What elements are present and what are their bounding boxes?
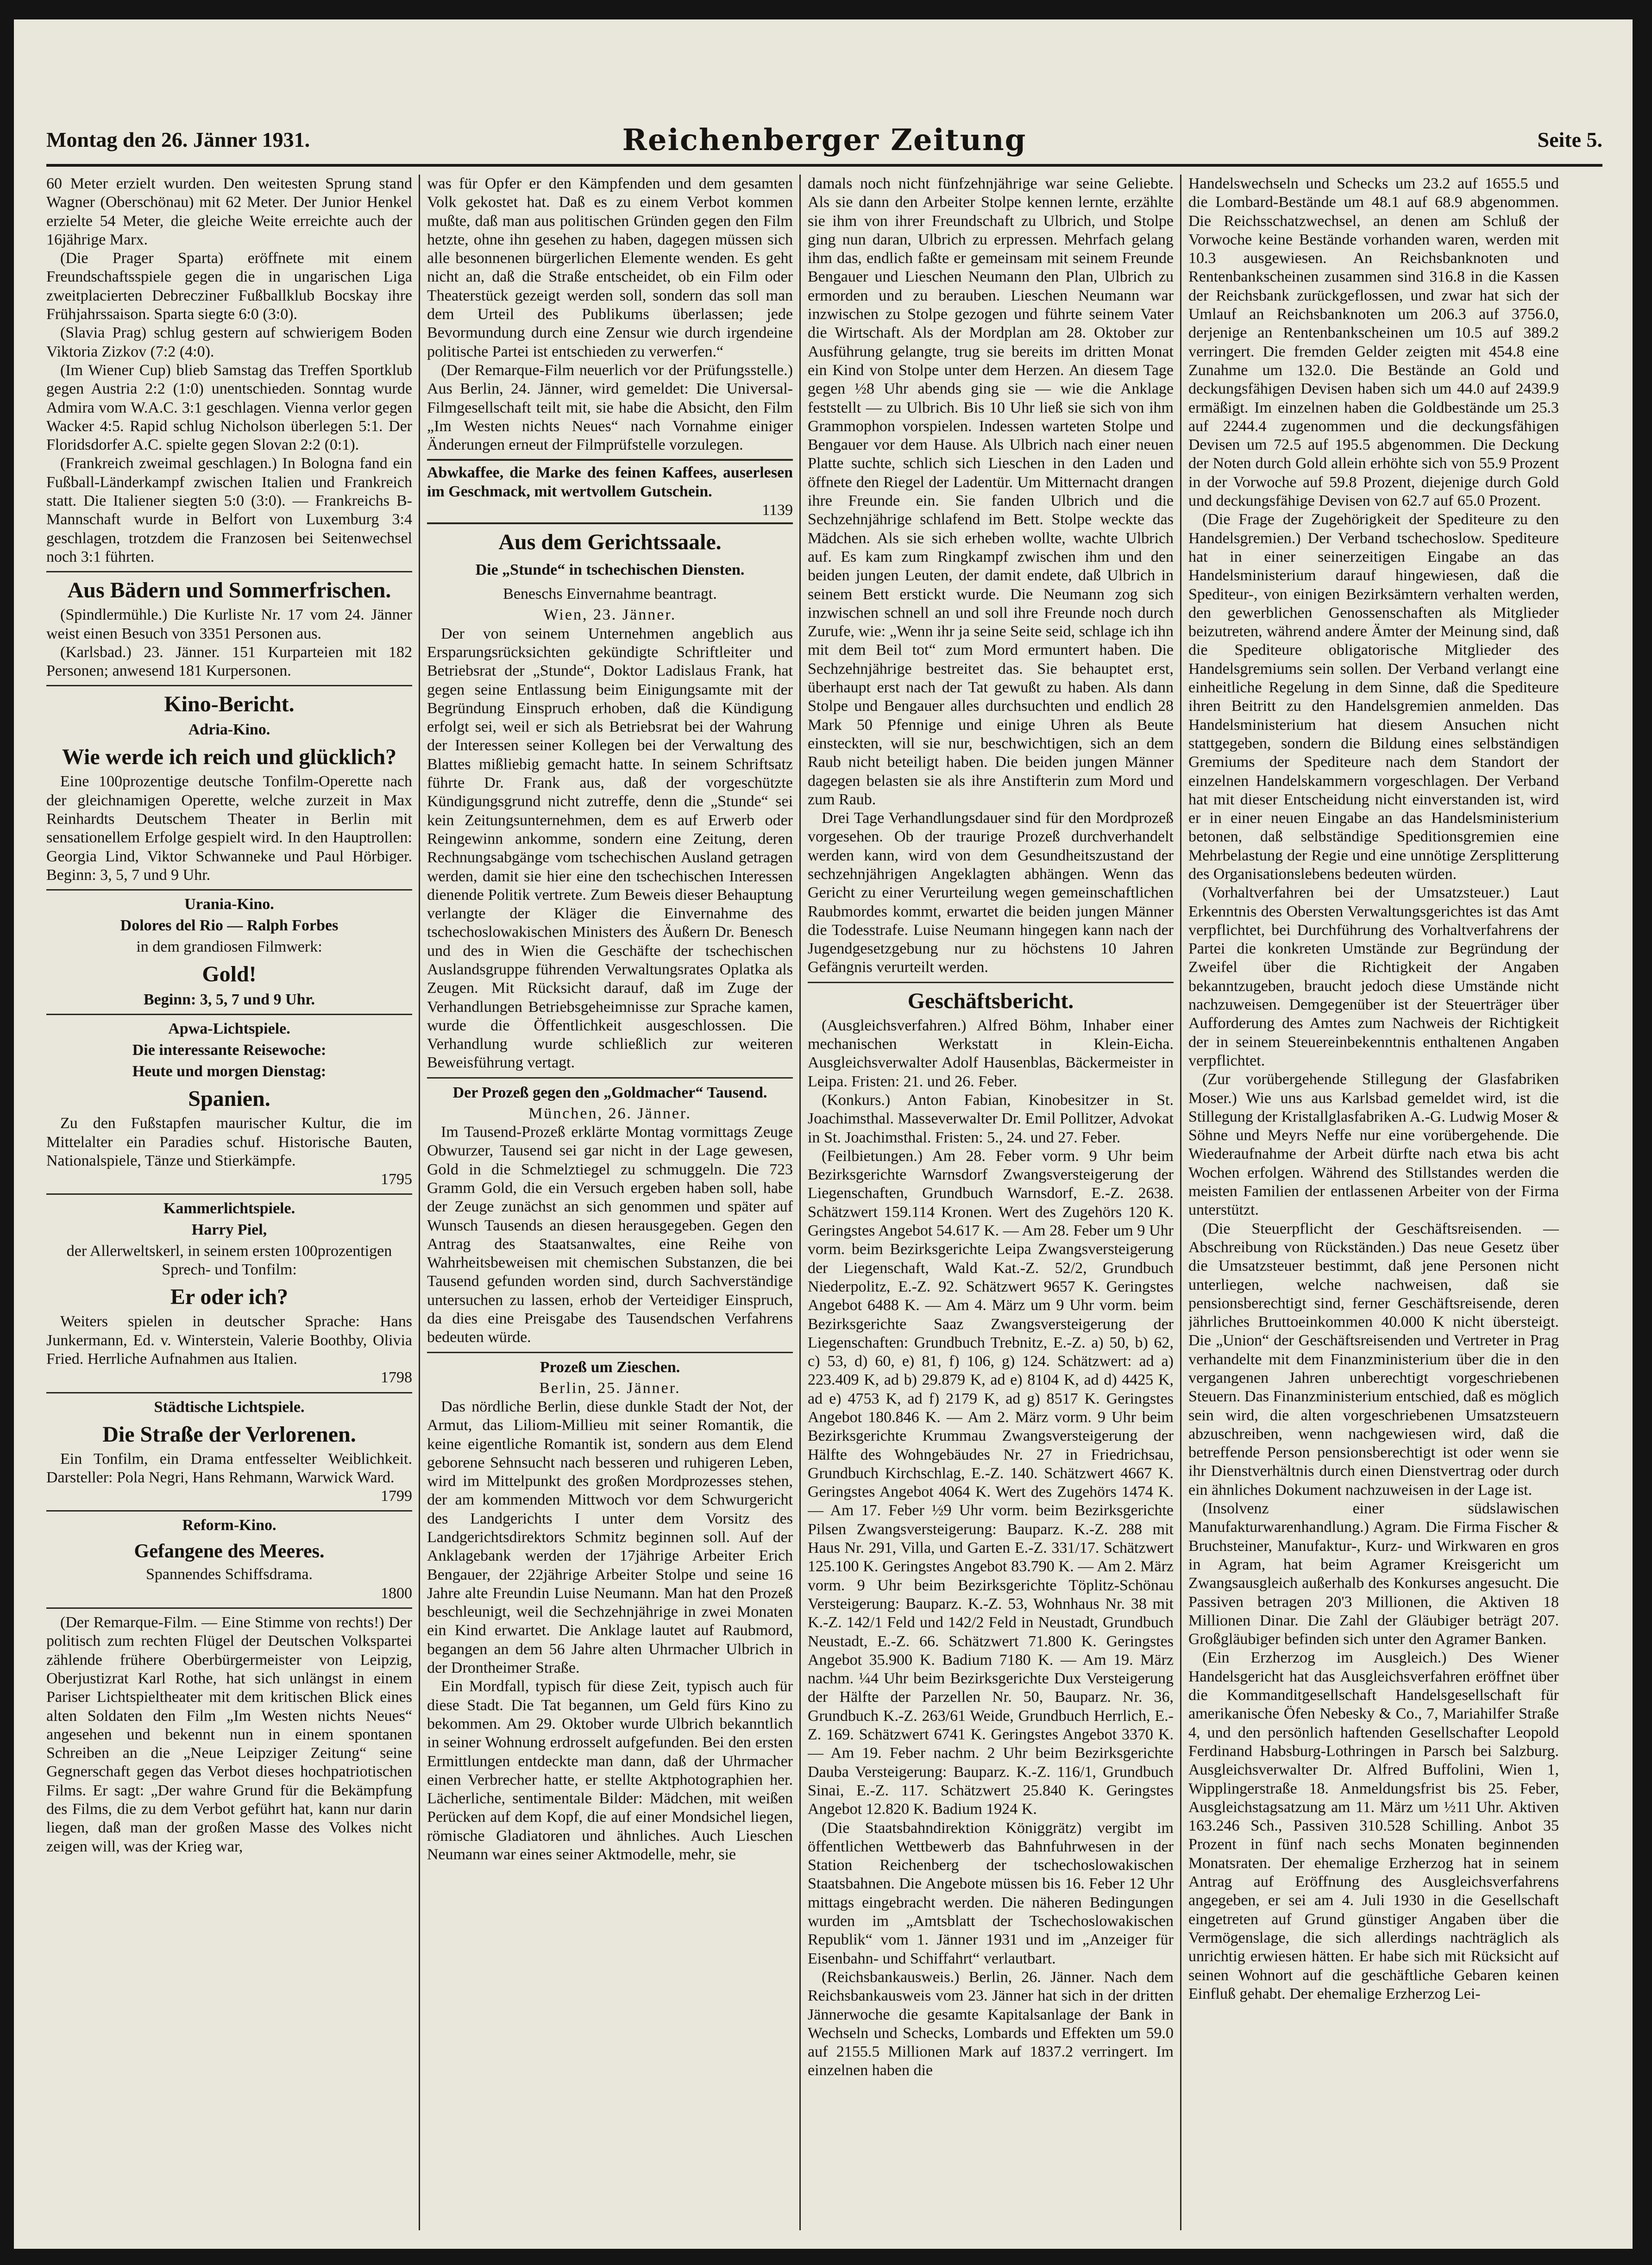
section-rule [46,1392,412,1393]
article-paragraph: (Vorhaltverfahren bei der Umsatzsteuer.) Laut Erkenntnis des Obersten Verwaltungsgerichtes ist das Amt verpflichtet, bei Durchführung des Vorhaltverfahrens der Partei die konkreten Umstände zur Begründung der Zweifel über die Richtigkeit der Angaben bekanntzugeben, braucht jedoch diese Umstände nicht nachzuweisen. Demgegenüber ist der Steuerträger über Aufforderung des Amtes zum Nachweis der Richtigkeit der in seinem Steuereinbekenntnis enthaltenen Angaben verpflichtet. [1188,884,1559,1069]
header-rule [46,164,1602,167]
cinema-name: Kammerlichtspiele. [163,1200,295,1217]
advertisement [427,459,793,524]
film-title: Wie werde ich reich und glücklich? [62,745,397,770]
film-note: Heute und morgen Dienstag: [132,1063,327,1080]
film-note: Spannendes Schiffsdrama. [145,1566,313,1583]
article-paragraph: (Ausgleichsverfahren.) Alfred Böhm, Inhaber einer mechanischen Werkstatt in Klein-Eicha. Ausgleichsverwalter Adolf Hausenblas, Bäckermeister in Leipa. Fristen: 21. und 26. Feber. [808,1016,1174,1090]
film-title: Die Straße der Verlorenen. [102,1422,356,1447]
article-paragraph: (Die Steuerpflicht der Geschäftsreisenden. — Abschreibung von Rückständen.) Das neue Gesetz über die Umsatzsteuer bestimmt, daß jene Personen nicht unterliegen, welche nachweisen, daß sie pensionsberechtigt sind, ferner Geschäftsreisende, deren jährliches Bruttoeinkommen 40.000 K nicht übersteigt. Die „Union“ der Geschäftsreisenden und Vertreter in Prag verhandelte mit dem Finanzministerium über die in den vergangenen Jahren unberechtigt vorgeschriebenen Steuern. Das Finanzministerium entschied, daß es möglich sein wird, die alten vorgeschriebenen Umsatzsteuern abzuschreiben, wenn nachgewiesen wird, daß die betreffende Person pensionsberechtigt ist oder wenn sie ihr Dienstverhältnis durch einen Dienstvertrag oder durch ein ähnliches Dokument nachzuweisen in der Lage ist. [1188,1220,1559,1499]
article-paragraph: (Feilbietungen.) Am 28. Feber vorm. 9 Uhr beim Bezirksgerichte Warnsdorf Zwangsversteigerung der Liegenschaften, Grundbuch Warnsdorf, E.-Z. 2638. Schätzwert 159.114 Kronen. Wert des Zugehörs 120 K. Geringstes Angebot 54.617 K. — Am 28. Feber um 9 Uhr vorm. beim Bezirksgerichte Leipa Zwangsversteigerung der Liegenschaft, Wald Kat.-Z. 52/2, Grundbuch Niederpolitz, E.-Z. 92. Schätzwert 9657 K. Geringstes Angebot 6488 K. — Am 4. März um 9 Uhr vorm. beim Bezirksgerichte Saaz Zwangsversteigerung der Liegenschaften: Grundbuch Trebnitz, E.-Z. a) 50, b) 62, c) 53, d) 60, e) 81, f) 106, g) 124. Schätzwert: ad a) 223.409 K, ad b) 29.879 K, ad e) 8104 K, ad d) 4425 K, ad e) 4753 K, ad f) 2179 K, ad g) 8517 K. Geringstes Angebot 180.846 K. — Am 2. März vorm. 9 Uhr beim Bezirksgerichte Krummau Zwangsversteigerung der Hälfte des Wohngebäudes Nr. 27 in Friedrichsau, Grundbuch Kirchschlag, E.-Z. 140. Schätzwert 4667 K. Geringstes Angebot 4064 K. Wert des Zugehörs 1474 K. — Am 17. Feber ½9 Uhr vorm. beim Bezirksgerichte Pilsen Zwangsversteigerung: Bauparz. K.-Z. 288 mit Haus Nr. 291, Villa, und Garten E.-Z. 331/17. Schätzwert 125.100 K. Geringstes Angebot 83.790 K. — Am 2. März vorm. 9 Uhr beim Bezirksgerichte Töplitz-Schönau Versteigerung: Bauparz. K.-Z. 53, Wohnhaus Nr. 38 mit K.-Z. 142/1 Feld und 142/2 Feld in Neustadt, Grundbuch Neustadt, E.-Z. 66. Schätzwert 71.800 K. Geringstes Angebot 35.900 K. Badium 7180 K. — Am 19. März nachm. ¼4 Uhr beim Bezirksgerichte Dux Versteigerung der Hälfte der Parzellen Nr. 50, Bauparz. Nr. 36, Grundbuch K.-Z. 263/61 Weide, Grundbuch Herrlich, E.-Z. 169. Schätzwert 6741 K. Geringstes Angebot 3370 K. — Am 19. Feber nachm. 2 Uhr beim Bezirksgerichte Dauba Versteigerung: Bauparz. K.-Z. 116/1, Grundbuch Sinai, E.-Z. 117. Schätzwert 25.840 K. Geringstes Angebot 12.820 K. Badium 1924 K. [808,1147,1174,1818]
section-rule [427,1352,793,1353]
article-paragraph: Drei Tage Verhandlungsdauer sind für den Mordprozeß vorgesehen. Ob der traurige Prozeß durchverhandelt werden kann, wird von dem Gesundheitszustand der sechzehnjährigen Angeklagten abhängen. Wenn das Gericht zu einer Verurteilung wegen gemeinschaftlichen Raubmordes kommt, erwartet die beiden jungen Männer die Todesstrafe. Luise Neumann hingegen kann nach der Jugendgesetzgebung nur zu höchstens 10 Jahren Gefängnis verurteilt werden. [808,809,1174,976]
page-number: Seite 5. [1537,128,1602,151]
article-paragraph: (Ein Erzherzog im Ausgleich.) Des Wiener Handelsgericht hat das Ausgleichsverfahren eröffnet über die Kommanditgesellschaft Handelsgesellschaft für amerikanische Öfen Nebesky & Co., 7, Mariahilfer Straße 4, und den persönlich haftenden Gesellschafter Leopold Ferdinand Habsburg-Lothringen in Parsch bei Salzburg. Ausgleichsverwalter Dr. Alfred Buffolini, Wien 1, Wipplingerstraße 18. Anmeldungsfrist bis 25. Feber, Ausgleichstagsatzung am 11. März um ½11 Uhr. Aktiven 163.246 Sch., Passiven 310.528 Schilling. Anbot 35 Prozent in fünf nach sechs Monaten beginnenden Monatsraten. Der ehemalige Erzherzog hat in seinem Antrag auf Eröffnung des Ausgleichsverfahrens angegeben, er sei am 4. Juli 1930 in die Gesellschaft eingetreten auf Grund günstiger Angaben über die Vermögenslage, die sich allerdings nachträglich als unrichtig erwiesen hätten. Er habe sich mit Rücksicht auf seinen Wohnort auf die geschäftliche Gebaren keinen Einfluß gehabt. Der ehemalige Erzherzog Lei- [1188,1649,1559,2002]
article-headline: Der Prozeß gegen den „Goldmacher“ Tausend. [452,1084,767,1101]
article-headline: Prozeß um Zieschen. [540,1358,680,1376]
article-paragraph: (Zur vorübergehende Stillegung der Glasfabriken Moser.) Wie uns aus Karlsbad gemeldet wird, ist die Stillegung der Kristallglasfabriken A.-G. Ludwig Moser & Söhne und Meyrs Neffe nur eine vorübergehende. Die Wiederaufnahme der Arbeit dürfte nach etwa bis acht Wochen erfolgen. Während des Stillstandes werden die meisten Familien der entlassenen Arbeiter von der Firma unterstützt. [1188,1071,1559,1219]
article-paragraph: (Reichsbankausweis.) Berlin, 26. Jänner. Nach dem Reichsbankausweis vom 23. Jänner hat sich in der dritten Jännerwoche die gesamte Kapitalsanlage der Bank in Wechseln und Schecks, Lombards und Effekten um 59.0 auf 2155.5 Millionen Mark auf 1837.2 verringert. Im einzelnen haben die [808,1968,1174,2079]
newspaper-title: Reichenberger Zeitung [622,123,1027,157]
article-paragraph: was für Opfer er den Kämpfenden und dem gesamten Volk gekostet hat. Daß es zu einem Verbot kommen mußte, daß man aus politischen Gründen gegen den Film hetzte, ohne ihn gesehen zu haben, dagegen müssen sich alle besonnenen bürgerlichen Elemente wenden. Es geht nicht an, daß die Straße entscheidet, ob ein Film oder Theaterstück gezeigt werden soll, sondern das soll man dem Urteil des Publikums überlassen; jede Bevormundung durch eine Zensur wie durch irgendeine politische Partei ist entschieden zu verwerfen.“ [427,175,793,360]
film-title: Gold! [202,962,257,987]
article-paragraph: Im Tausend-Prozeß erklärte Montag vormittags Zeuge Obwurzer, Tausend sei gar nicht in der Lage gewesen, Gold in die Schmelztiegel zu schmuggeln. Die 723 Gramm Gold, die ein Versuch ergeben haben soll, habe der Zeuge zunächst an sich genommen und später auf Wunsch Tausends an diesen herausgegeben. Gegen den Antrag des Staatsanwaltes, eine Reihe von Wahrheitsbeweisen mit chemischen Substanzen, die bei Tausend gefunden worden sind, durch Sachverständige untersuchen zu lassen, erhob der Verteidiger Einspruch, da dies eine Preisgabe des Tausendschen Verfahrens bedeuten würde. [427,1123,793,1346]
section-heading: Geschäftsbericht. [907,988,1074,1013]
article-paragraph: (Karlsbad.) 23. Jänner. 151 Kurparteien mit 182 Personen; anwesend 181 Kurpersonen. [46,643,412,680]
ad-number: 1798 [381,1369,412,1387]
cinema-name: Reform-Kino. [182,1517,276,1534]
article-paragraph: (Der Remarque-Film. — Eine Stimme von rechts!) Der politisch zum rechten Flügel der Deutschen Volkspartei zählende frühere Oberbürgermeister von Leipzig, Oberjustizrat Karl Rothe, hat sich unlängst in einem Pariser Lichtspieltheater mit dem kritischen Blick eines alten Soldaten den Film „Im Westen nichts Neues“ angesehen und bekennt nun in einem spontanen Schreiben an die „Neue Leipziger Zeitung“ seine Gegnerschaft gegen das Verbot dieses hochpatriotischen Films. Er sagt: „Der wahre Grund für die Bekämpfung des Films, die zu dem Verbot geführt hat, kann nur darin liegen, daß man der großen Masse des Volkes nicht zeigen will, was der Krieg war, [46,1614,412,1855]
article-paragraph: (Der Remarque-Film neuerlich vor der Prüfungsstelle.) Aus Berlin, 24. Jänner, wird gemeldet: Die Universal-Filmgesellschaft teilt mit, sie habe die Absicht, den Film „Im Westen nichts Neues“ nach Vornahme einiger Änderungen erneut der Filmprüfstelle vorzulegen. [427,361,793,454]
showtimes: Beginn: 3, 5, 7 und 9 Uhr. [143,991,315,1009]
article-paragraph: Der von seinem Unternehmen angeblich aus Ersparungsrücksichten gekündigte Schriftleiter und Betriebsrat der „Stunde“, Doktor Ladislaus Frank, hat gegen seine Entlassung beim Einigungsamte mit der Begründung Einspruch erhoben, daß die Kündigung erfolgt sei, weil er sich als Betriebsrat bei der Wahrung der Interessen seiner Kollegen bei der Verwaltung des Blattes mißliebig gemacht hatte. In seinem Schriftsatz führte Dr. Frank aus, daß der vorgeschützte Kündigungsgrund nicht zutreffe, denn die „Stunde“ sei kein Zeitungsunternehmen, dem es auf Erwerb oder Reingewinn ankomme, sondern eine Zeitung, deren Rechnungsabgänge vom tschechischen Ausland getragen werden, damit sie hier eine den tschechischen Interessen dienende Politik vertrete. Zum Beweis dieser Behauptung verlangte der Kläger die Einvernahme des tschechoslowakischen Ministers des Äußern Dr. Benesch und des in Wien die Geschäfte der tschechischen Auslandsgruppe führenden Verwaltungsrates Oplatka als Zeugen. Mit Rücksicht darauf, daß im Zuge der Verhandlungen Betriebsgeheimnisse zur Sprache kamen, wurde die Öffentlichkeit ausgeschlossen. Die Verhandlung wurde schließlich zur weiteren Beweisführung vertagt. [427,625,793,1072]
ad-number: 1799 [381,1487,412,1505]
cinema-name: Urania-Kino. [184,896,274,913]
film-title: Gefangene des Meeres. [134,1541,325,1562]
column-rule [419,175,420,2230]
column-rule [1180,175,1181,2230]
section-rule [46,1014,412,1015]
article-paragraph: Ein Mordfall, typisch für diese Zeit, typisch auch für diese Stadt. Die Tat begannen, um Geld fürs Kino zu bekommen. Am 29. Oktober wurde Ulbrich bekanntlich in seiner Wohnung erdrosselt aufgefunden. Bei den ersten Ermittlungen entdeckte man dann, daß der Uhrmacher einen Verbrecher hatte, er stellte Aktphotographien her. Lächerliche, sentimentale Bilder: Mädchen, mit weißen Perücken auf dem Kopf, die auf einer Mondsichel liegen, römische Gladiatoren und ähnliches. Auch Lieschen Neumann war eines seiner Aktmodelle, mehr, sie [427,1678,793,1863]
section-heading: Kino-Bericht. [164,692,295,717]
article-paragraph: (Spindlermühle.) Die Kurliste Nr. 17 vom 24. Jänner weist einen Besuch von 3351 Personen aus. [46,606,412,642]
article-paragraph: (Konkurs.) Anton Fabian, Kinobesitzer in St. Joachimsthal. Masseverwalter Dr. Emil Pollitzer, Advokat in St. Joachimsthal. Fristen: 5., 24. und 27. Feber. [808,1091,1174,1146]
dateline: Wien, 23. Jänner. [543,606,677,624]
film-note: Die interessante Reisewoche: [132,1042,327,1059]
dateline: Berlin, 25. Jänner. [539,1379,681,1397]
film-note: in dem grandiosen Filmwerk: [136,938,322,956]
column-1 [46,175,412,2230]
film-cast: Harry Piel, [191,1221,267,1239]
cinema-name: Adria-Kino. [188,721,270,739]
article-paragraph: (Die Frage der Zugehörigkeit der Spediteure zu den Handelsgremien.) Der Verband tschechoslow. Spediteure hat in einer seinerzeitigen Eingabe an das Handelsministerium darauf hingewiesen, daß die Spediteur-, von einigen Bezirksämtern verhalten werden, den gewerblichen Genossenschaften als Mitglieder beizutreten, während andere Ämter der Meinung sind, daß die Spediteure obligatorische Mitglieder des Handelsgremiums sein sollen. Der Verband verlangt eine einheitliche Regelung in dem Sinne, daß die Spediteure ihren Beitritt zu den Handelsgremien anmelden. Das Handelsministerium hat diesem Ansuchen nicht stattgegeben, sondern die Bildung eines selbständigen Gremiums der Spediteure nach dem Standort der einzelnen Handelskammern vorgeschlagen. Der Verband hat mit dieser Entscheidung nicht einverstanden ist, wird er in einer neuen Eingabe an das Handelsministerium betonen, daß selbständige Speditionsgremien eine Mehrbelastung der Regie und eine unnötige Zersplitterung des Organisationslebens bedeuten würden. [1188,511,1559,883]
article-paragraph: Das nördliche Berlin, diese dunkle Stadt der Not, der Armut, das Liliom-Millieu mit seiner Romantik, die keine eigentliche Romantik ist, sondern aus dem Elend geborene Sehnsucht nach besseren und ruhigeren Leben, wird im Mittelpunkt des großen Mordprozesses stehen, der am kommenden Mittwoch vor dem Schwurgericht des Landgerichts I unter dem Vorsitz des Landgerichtsdirektors Schmitz beginnen soll. Auf der Anklagebank werden der 17jährige Arbeiter Erich Bengauer, der 22jährige Arbeiter Stolpe und seine 16 Jahre alte Freundin Luise Neumann. Man hat den Prozeß beschleunigt, weil die Sechzehnjährige in zwei Monaten ein Kind erwartet. Die Anklage lautet auf Raubmord, begangen an dem 56 Jahre alten Uhrmacher Ulbrich in der Drontheimer Straße. [427,1398,793,1677]
article-subheadline: Beneschs Einvernahme beantragt. [503,585,717,603]
film-note: der Allerweltskerl, in seinem ersten 100prozentigen Sprech- und Tonfilm: [66,1242,392,1279]
newspaper-page [14,19,1633,2249]
film-cast: Dolores del Rio — Ralph Forbes [120,917,339,935]
issue-date: Montag den 26. Jänner 1931. [46,128,310,151]
article-paragraph: (Im Wiener Cup) blieb Samstag das Treffen Sportklub gegen Austria 2:2 (1:0) unentschieden. Sonntag wurde Admira vom W.A.C. 3:1 geschlagen. Vienna verlor gegen Wacker 4:5. Rapid schlug Nicholson überlegen 5:1. Der Floridsdorfer A.C. spielte gegen Slovan 2:2 (0:1). [46,361,412,454]
article-paragraph: 60 Meter erzielt wurden. Den weitesten Sprung stand Wagner (Oberschönau) mit 62 Meter. Der Junior Henkel erzielte 54 Meter, die gleiche Weite erreichte auch der 16jährige Marx. [46,175,412,248]
article-paragraph: (Die Prager Sparta) eröffnete mit einem Freundschaftsspiele gegen die in ungarischen Liga zweitplacierten Debrecziner Fußballklub Bocskay ihre Frühjahrssaison. Sparta siegte 6:0 (3:0). [46,250,412,323]
article-paragraph: Ein Tonfilm, ein Drama entfesselter Weiblichkeit. Darsteller: Pola Negri, Hans Rehmann, Warwick Ward. [46,1450,412,1486]
ad-number: 1139 [762,502,793,519]
article-paragraph: (Slavia Prag) schlug gestern auf schwierigem Boden Viktoria Zizkov (7:2 (4:0). [46,324,412,360]
article-headline: Die „Stunde“ in tschechischen Diensten. [475,561,745,579]
article-paragraph: (Frankreich zweimal geschlagen.) In Bologna fand ein Fußball-Länderkampf zwischen Italien und Frankreich statt. Die Italiener siegten 5:0 (3:0). — Frankreichs B-Mannschaft wurde in Belfort von Luxemburg 3:4 geschlagen, trotzdem die Franzosen bei Seitenwechsel noch 3:1 führten. [46,455,412,565]
section-heading: Aus dem Gerichtssaale. [498,530,722,555]
section-rule [46,889,412,891]
section-rule [46,571,412,572]
article-paragraph: Zu den Fußstapfen maurischer Kultur, die im Mittelalter ein Paradies schuf. Historische Bauten, Nationalspiele, Tänze und Stierkämpfe. [46,1115,412,1169]
column-4 [1188,175,1559,2230]
article-paragraph: (Insolvenz einer südslawischen Manufakturwarenhandlung.) Agram. Die Firma Fischer & Bruchsteiner, Manufaktur-, Kurz- und Wirkwaren en gros in Agram, hat beim Agramer Kreisgericht um Zwangsausgleich außerhalb des Konkurses angesucht. Die Passiven betragen 20'3 Millionen, die Aktiven 18 Millionen Dinar. Die Zahl der Gläubiger beträgt 207. Großgläubiger befinden sich unter den Agramer Banken. [1188,1500,1559,1648]
section-rule [46,685,412,686]
article-paragraph: Eine 100prozentige deutsche Tonfilm-Operette nach der gleichnamigen Operette, welche zurzeit in Max Reinhardts Deutschem Theater in Berlin mit sensationellem Erfolge gespielt wird. In den Hauptrollen: Georgia Lind, Viktor Schwanneke und Paul Hörbiger. Beginn: 3, 5, 7 und 9 Uhr. [46,773,412,884]
article-paragraph: Weiters spielen in deutscher Sprache: Hans Junkermann, Ed. v. Winterstein, Valerie Boothby, Olivia Fried. Herrliche Aufnahmen aus Italien. [46,1313,412,1368]
section-rule [46,1510,412,1512]
article-paragraph: damals noch nicht fünfzehnjährige war seine Geliebte. Als sie dann den Arbeiter Stolpe kennen lernte, erzählte sie ihm von ihrer Freundschaft zu Ulbrich, und Stolpe ging nun daran, Ulbrich zu erpressen. Mehrfach gelang ihm das, endlich faßte er gemeinsam mit seinem Freunde Bengauer und Lieschen Neumann den Plan, Ulbrich zu ermorden und zu berauben. Lieschen Neumann war inzwischen zu Stolpe gezogen und führte seinem Vater die Wirtschaft. Als der Mordplan am 28. Oktober zur Ausführung gelangte, trug sie bereits im dritten Monat ein Kind von Stolpe unter dem Herzen. An diesem Tage gegen ½8 Uhr abends ging sie — wie die Anklage feststellt — zu Ulbrich. Bis 10 Uhr ließ sie sich von ihm Grammophon vorspielen. Indessen warteten Stolpe und Bengauer vor dem Hause. Als Ulbrich nach einer neuen Platte suchte, schlich sich Lieschen in den Laden und öffnete den Riegel der Ladentür. Um Mitternacht drangen ihre Freunde ein. Sie fanden Ulbrich und die Sechzehnjährige schlafend im Bett. Stolpe weckte das Mädchen. Als sie sich erheben wollte, wachte Ulbrich auf. Es kam zum Ringkampf zwischen ihm und den beiden jungen Leuten, der damit endete, daß Ulbrich in seinem Bett erstickt wurde. Die Neumann zog sich inzwischen schnell an und soll ihre Freunde noch durch Zurufe, wie: „Wenn ihr ja seine Seite seid, schlage ich ihn mit dem Beil tot“ zum Mord ermuntert haben. Die Sechzehnjährige bestreitet das. Sie behauptet erst, überhaupt erst nach der Tat gewußt zu haben. Als dann Stolpe und Bengauer alles durchsuchten und endlich 28 Mark 50 Pfennige und einige Uhren als Beute einsteckten, will sie nur, beschwichtigen, sich an dem Raub nicht beteiligt haben. Die beiden jungen Männer dagegen belasten sie als ihre Anstifterin zum Mord und zum Raub. [808,175,1174,808]
ad-text: Abwkaffee, die Marke des feinen Kaffees, auserlesen im Geschmack, mit wertvollem Gutschein. [427,464,793,500]
film-title: Spanien. [188,1086,270,1111]
dateline: München, 26. Jänner. [528,1104,691,1122]
page-header [46,119,1602,161]
section-rule [808,982,1174,983]
ad-number: 1795 [381,1171,412,1188]
cinema-name: Apwa-Lichtspiele. [168,1020,290,1038]
section-rule [46,1607,412,1609]
section-heading: Aus Bädern und Sommerfrischen. [67,578,391,603]
section-rule [427,1077,793,1079]
column-3 [808,175,1174,2230]
cinema-name: Städtische Lichtspiele. [154,1398,305,1416]
section-rule [46,1193,412,1195]
ad-number: 1800 [381,1584,412,1602]
column-2 [427,175,793,2230]
article-paragraph: Handelswechseln und Schecks um 23.2 auf 1655.5 und die Lombard-Bestände um 48.1 auf 68.9 abgenommen. Die Reichsschatzwechsel, an denen am Schluß der Vorwoche keine Bestände vorhanden waren, werden mit 10.3 ausgewiesen. An Reichsbanknoten und Rentenbankscheinen zusammen sind 316.8 in die Kassen der Reichsbank zurückgeflossen, und zwar hat sich der Umlauf an Reichsbanknoten um 206.3 auf 3756.0, derjenige an Rentenbankscheinen um 10.5 auf 389.2 verringert. Die fremden Gelder zeigten mit 454.8 eine Zunahme um 132.0. Die Bestände an Gold und deckungsfähigen Devisen haben sich um 44.0 auf 2439.9 ermäßigt. Im einzelnen haben die Goldbestände um 25.3 auf 2244.4 zugenommen und die deckungsfähigen Devisen um 72.5 auf 195.5 abgenommen. Die Deckung der Noten durch Gold allein erhöhte sich von 55.9 Prozent in der Vorwoche auf 59.8 Prozent, diejenige durch Gold und deckungsfähige Devisen von 62.7 auf 65.0 Prozent. [1188,175,1559,510]
column-rule [799,175,801,2230]
article-paragraph: (Die Staatsbahndirektion Königgrätz) vergibt im öffentlichen Wettbewerb das Bahnfuhrwesen in der Station Reichenberg der tschechoslowakischen Staatsbahnen. Die Angebote müssen bis 16. Feber 12 Uhr mittags eingebracht werden. Die näheren Bedingungen wurden im „Amtsblatt der Tschechoslowakischen Republik“ vom 1. Jänner 1931 und im „Anzeiger für Eisenbahn- und Schiffahrt“ verlautbart. [808,1819,1174,1967]
film-title: Er oder ich? [170,1285,289,1310]
